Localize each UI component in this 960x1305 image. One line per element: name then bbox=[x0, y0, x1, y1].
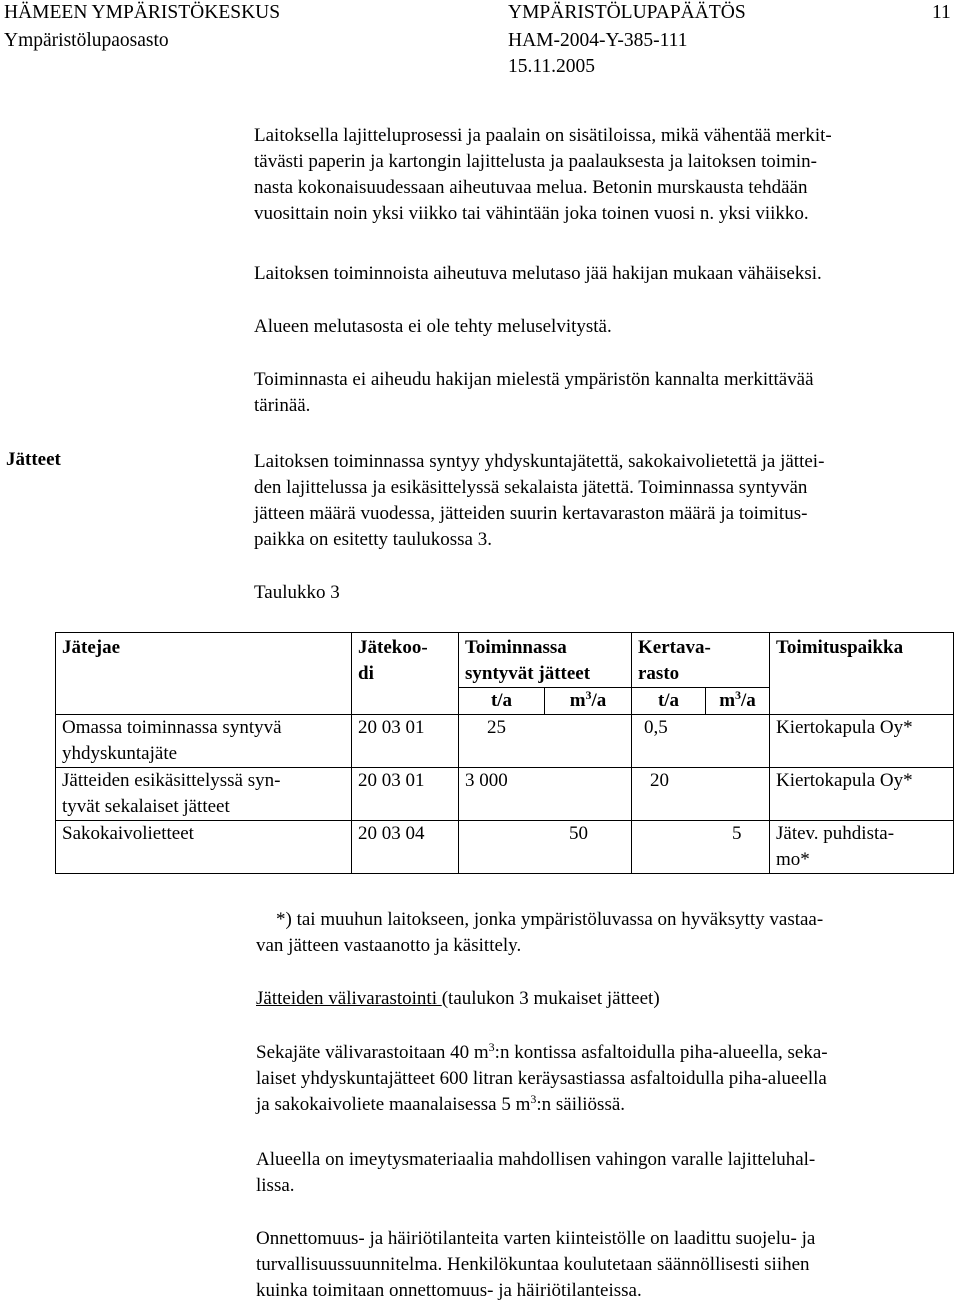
noise-paragraph-1 bbox=[254, 123, 944, 227]
table-header-row bbox=[56, 633, 954, 688]
cell-destination: Jätev. puhdista- mo* bbox=[770, 821, 954, 874]
header-generated: Toiminnassa syntyvät jätteet bbox=[459, 633, 632, 688]
text-line: nasta kokonaisuudessaan aiheutuvaa melua. Betonin murskausta tehdään bbox=[254, 177, 808, 198]
noise-paragraph-3 bbox=[254, 314, 944, 340]
vibration-paragraph bbox=[254, 367, 944, 419]
text-line: ja sakokaivoliete maanalaisessa 5 $m^3:n$ säiliössä. bbox=[256, 1092, 626, 1115]
issuing-authority: HÄMEEN YMPÄRISTÖKESKUS bbox=[4, 2, 281, 23]
text-line: Laitoksella lajitteluprosessi ja paalain on sisätiloissa, mikä vähentää merkit- bbox=[254, 125, 832, 146]
cell-generated: 50 bbox=[459, 821, 632, 874]
text-line: den lajittelussa ja esikäsittelyssä sekalaista jätettä. Toiminnassa syntyvän bbox=[254, 477, 808, 498]
table-row bbox=[56, 715, 954, 768]
storage-heading-rest: (taulukon 3 mukaiset jätteet) bbox=[441, 988, 660, 1009]
cell-destination: Kiertokapula Oy* bbox=[770, 715, 954, 768]
cell-waste-type: Omassa toiminnassa syntyvä yhdyskuntajäte bbox=[56, 715, 352, 768]
cell-generated: 3 000 bbox=[459, 768, 632, 821]
cell-generated: 25 bbox=[459, 715, 632, 768]
header-destination: Toimituspaikka bbox=[770, 633, 954, 715]
table-row bbox=[56, 821, 954, 874]
storage-paragraph-3 bbox=[256, 1226, 946, 1304]
waste-intro-paragraph bbox=[254, 449, 944, 553]
cell-storage: 20 bbox=[632, 768, 770, 821]
cell-storage: 5 bbox=[632, 821, 770, 874]
cell-waste-code: 20 03 01 bbox=[352, 768, 459, 821]
text-line: laiset yhdyskuntajätteet 600 litran keräysastiassa asfaltoidulla piha-alueella bbox=[256, 1068, 827, 1089]
storage-heading-underlined: Jätteiden välivarastointi bbox=[256, 988, 442, 1009]
text-line: tävästi paperin ja kartongin lajittelusta ja paalauksesta ja laitoksen toimin- bbox=[254, 151, 817, 172]
storage-paragraph-1 bbox=[256, 1040, 946, 1118]
document-date: 15.11.2005 bbox=[508, 56, 596, 77]
text-line: Laitoksen toiminnoista aiheutuva melutaso jää hakijan mukaan vähäiseksi. bbox=[254, 263, 822, 284]
text-line: Alueen melutasosta ei ole tehty meluselvitystä. bbox=[254, 316, 612, 337]
text-line: van jätteen vastaanotto ja käsittely. bbox=[256, 935, 522, 956]
cell-storage: 0,5 bbox=[632, 715, 770, 768]
cell-waste-type: Jätteiden esikäsittelyssä syn- tyvät sekalaiset jätteet bbox=[56, 768, 352, 821]
text-line: vuosittain noin yksi viikko tai vähintään joka toinen vuosi n. yksi viikko. bbox=[254, 203, 809, 224]
header-waste-code: Jätekoo- di bbox=[352, 633, 459, 715]
text-line: *) tai muuhun laitokseen, jonka ympäristöluvassa on hyväksytty vastaa- bbox=[276, 909, 824, 930]
header-storage: Kertava- rasto bbox=[632, 633, 770, 688]
page-number: 11 bbox=[932, 2, 951, 23]
storage-heading bbox=[256, 986, 946, 1012]
header-waste-type: Jätejae bbox=[56, 633, 352, 715]
waste-table bbox=[55, 632, 954, 874]
table-footnote bbox=[256, 907, 946, 959]
unit-generated-m3: $m^3/a$ bbox=[545, 688, 632, 715]
table-row bbox=[56, 768, 954, 821]
cell-destination: Kiertokapula Oy* bbox=[770, 768, 954, 821]
noise-paragraph-2 bbox=[254, 261, 944, 287]
text-line: turvallisuussuunnitelma. Henkilökuntaa koulutetaan säännöllisesti siihen bbox=[256, 1254, 810, 1275]
text-line: jätteen määrä vuodessa, jätteiden suurin kertavaraston määrä ja toimitus- bbox=[254, 503, 808, 524]
cell-waste-code: 20 03 04 bbox=[352, 821, 459, 874]
table-caption: Taulukko 3 bbox=[254, 582, 340, 603]
unit-storage-m3: $m^3/a$ bbox=[706, 688, 770, 715]
side-heading-waste: Jätteet bbox=[6, 449, 61, 470]
text-line: Laitoksen toiminnassa syntyy yhdyskuntajätettä, sakokaivolietettä ja jättei- bbox=[254, 451, 825, 472]
cell-waste-code: 20 03 01 bbox=[352, 715, 459, 768]
unit-generated-t: t/a bbox=[459, 688, 545, 715]
text-line: kuinka toimitaan onnettomuus- ja häiriötilanteissa. bbox=[256, 1280, 642, 1301]
text-line: lissa. bbox=[256, 1175, 295, 1196]
text-line: Toiminnasta ei aiheudu hakijan mielestä ympäristön kannalta merkittävää bbox=[254, 369, 814, 390]
storage-paragraph-2 bbox=[256, 1147, 946, 1199]
document-id: HAM-2004-Y-385-111 bbox=[508, 30, 688, 51]
department: Ympäristölupaosasto bbox=[4, 30, 169, 51]
text-line: Sekajäte välivarastoitaan 40 $m^3:n$ kontissa asfaltoidulla piha-alueella, seka- bbox=[256, 1040, 828, 1063]
document-type: YMPÄRISTÖLUPAPÄÄTÖS bbox=[508, 2, 746, 23]
text-line: paikka on esitetty taulukossa 3. bbox=[254, 529, 492, 550]
text-line: Onnettomuus- ja häiriötilanteita varten kiinteistölle on laadittu suojelu- ja bbox=[256, 1228, 816, 1249]
cell-waste-type: Sakokaivolietteet bbox=[56, 821, 352, 874]
text-line: Alueella on imeytysmateriaalia mahdollisen vahingon varalle lajitteluhal- bbox=[256, 1149, 816, 1170]
unit-storage-t: t/a bbox=[632, 688, 706, 715]
text-line: tärinää. bbox=[254, 395, 311, 416]
